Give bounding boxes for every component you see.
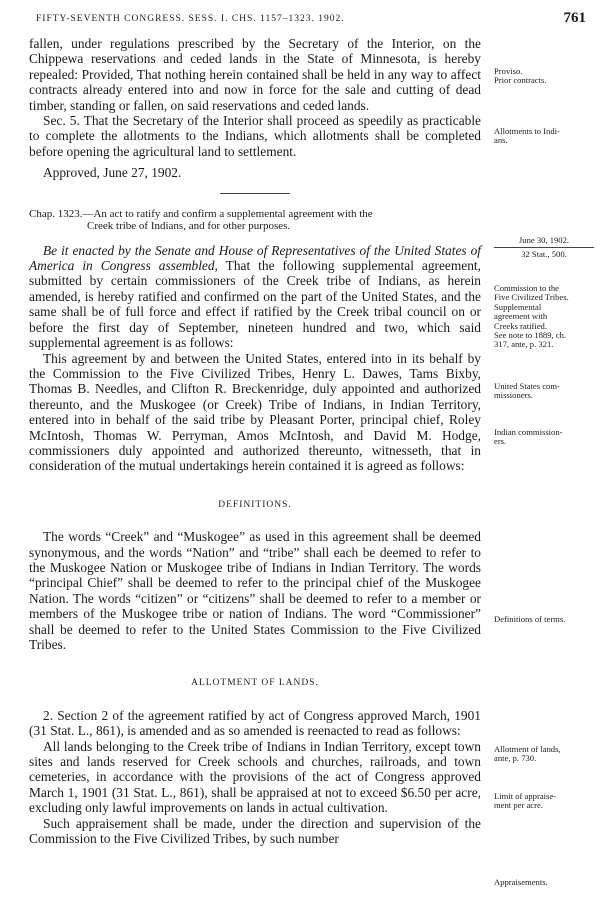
page-number: 761 <box>563 10 586 26</box>
margin-note-line: Definitions of terms. <box>494 614 566 624</box>
margin-note-us-commissioners <box>494 382 594 401</box>
margin-note-line: Creeks ratified. <box>494 320 547 331</box>
margin-note-line: See note to 1889, ch. <box>494 330 567 341</box>
margin-note-line: Supplemental <box>494 301 542 312</box>
paragraph-section-5: Sec. 5. That the Secretary of the Interior shall proceed as speedily as practicable to complete the allotments to the Indians, which allotments shall be completed before opening the agricultural land to settlement. <box>29 113 481 159</box>
chapter-title <box>29 208 481 233</box>
margin-note-line: United States com- <box>494 381 560 391</box>
heading-definitions: DEFINITIONS. <box>218 499 292 510</box>
margin-note-line: June 30, 1902. <box>518 235 570 245</box>
enacting-text: That the following supplemental agreement, submitted by certain commissioners of the Creek tribe of Indians, as herein amended, is hereby ratified and confirmed on the part of the United States, and the same shall be of full force and effect if ratified by the Creek tribal council on or before the first day of September, nineteen hundred and two, which said supplemental agreement is as follows: <box>29 258 481 351</box>
margin-note-line: Indian commission- <box>494 427 563 437</box>
paragraph-appraisement: Such appraisement shall be made, under the direction and supervision of the Commission to the Five Civilized Tribes, by such number <box>29 815 481 847</box>
body-text <box>29 36 481 846</box>
chapter-title-line-2: Creek tribe of Indians, and for other purposes. <box>87 220 291 233</box>
margin-note-line: 317, ante, p. 321. <box>494 339 554 350</box>
running-title: FIFTY-SEVENTH CONGRESS. SESS. I. CHS. 1157–1323. 1902. <box>36 14 345 24</box>
approval-line: Approved, June 27, 1902. <box>43 165 182 181</box>
paragraph-agreement: This agreement by and between the United States, entered into in its behalf by the Commission to the Five Civilized Tribes, Henry L. Dawes, Tams Bixby, Thomas B. Needles, and Clifton R. Breckenridge, duly appointed and authorized thereunto, and the Muskogee (or Creek) Tribe of Indians, in Indian Territory, entered into in behalf of the said tribe by Pleasant Porter, principal chief, Roley McIntosh, Thomas W. Perryman, Amos McIntosh, and David M. Hodge, commissioners duly appointed and authorized thereunto, witnesseth, that in consideration of the mutual undertakings herein contained it is agreed as follows: <box>29 350 481 474</box>
margin-rule <box>494 247 594 248</box>
section-divider <box>220 193 290 194</box>
enacting-formula: Be it enacted by the Senate and House of Representatives of the United States of America in Congress assembled, <box>29 242 481 274</box>
margin-note-line: agreement with <box>494 311 548 322</box>
margin-note-line: Prior contracts. <box>494 75 547 86</box>
margin-note-appraisements <box>494 878 594 887</box>
margin-note-line: ers. <box>494 436 507 447</box>
margin-note-line: ante, p. 730. <box>494 753 537 764</box>
margin-note-line: Commission to the <box>494 283 559 293</box>
page-header <box>26 10 586 28</box>
margin-note-definitions <box>494 615 594 624</box>
chapter-title-line-1: Chap. 1323.—An act to ratify and confirm a supplemental agreement with the <box>29 207 373 220</box>
margin-note-date <box>494 236 594 260</box>
margin-note-line: 32 Stat., 500. <box>521 249 567 260</box>
heading-allotment: ALLOTMENT OF LANDS. <box>191 678 319 689</box>
margin-note-line: missioners. <box>494 390 533 401</box>
margin-note-line: Allotment of lands, <box>494 744 561 754</box>
margin-note-line: ment per acre. <box>494 800 543 811</box>
margin-note-limit-appraisement <box>494 792 594 811</box>
margin-note-line: Five Civilized Tribes. <box>494 292 569 303</box>
margin-note-line: ans. <box>494 135 508 146</box>
paragraph-appraisal: All lands belonging to the Creek tribe of Indians in Indian Territory, except town sites and lands reserved for Creek schools and churches, railroads, and town cemeteries, in accordance with the provisions of the act of Congress approved March 1, 1901 (31 Stat. L., 861), shall be appraised at not to exceed $6.50 per acre, excluding only lawful improvements on lands in actual cultivation. <box>29 738 481 816</box>
margin-note-commission <box>494 284 594 350</box>
enacting-clause <box>29 243 481 351</box>
margin-note-line: Allotments to Indi- <box>494 126 560 136</box>
margin-note-line: Proviso. <box>494 66 523 76</box>
margin-note-allotment-of-lands <box>494 745 594 764</box>
margin-note-line: Appraisements. <box>494 877 548 887</box>
margin-note-line: Limit of appraise- <box>494 791 557 801</box>
margin-note-allotments <box>494 127 594 146</box>
margin-note-proviso <box>494 67 594 86</box>
paragraph-definitions: The words “Creek” and “Muskogee” as used in this agreement shall be deemed synonymous, and the words “Nation” and “tribe” shall each be deemed to refer to the Muskogee Nation or Muskogee tribe of Indians in Indian Territory. The words “principal Chief” shall be deemed to refer to the principal chief of the Muskogee Nation. The words “citizen” or “citizens” shall be deemed to refer to a member or members of the Muskogee tribe or nation of Indians. The word “Commissioner” shall be deemed to refer to the United States Commission to the Five Civilized Tribes. <box>29 529 481 652</box>
margin-note-indian-commissioners <box>494 428 594 447</box>
paragraph-repeal: fallen, under regulations prescribed by the Secretary of the Interior, on the Chippewa reservations and ceded lands in the State of Minnesota, is hereby repealed: Provided, That nothing herein contained shall be held in any way to affect contracts already entered into and now in force for the sale and cutting of dead timber, standing or fallen, on said reservations and ceded lands. <box>29 36 481 113</box>
paragraph-section-2: 2. Section 2 of the agreement ratified by act of Congress approved March, 1901 (31 Stat. L., 861), is amended and as so amended is reenacted to read as follows: <box>29 707 481 739</box>
